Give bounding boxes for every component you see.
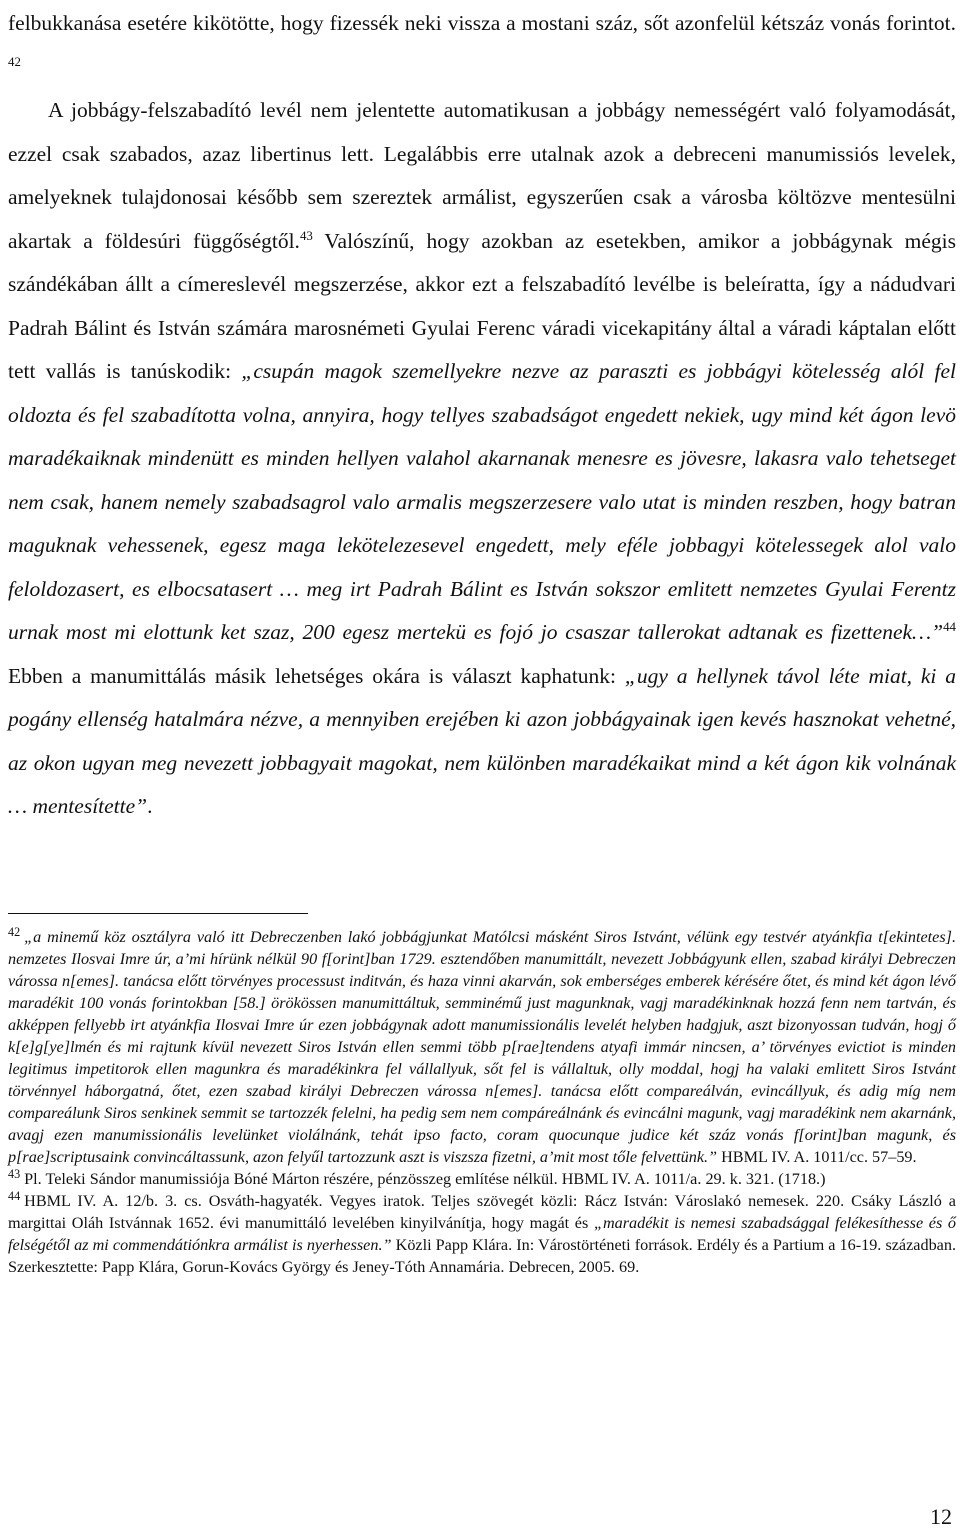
footnote-ref-43[interactable]: 43 [299,228,313,243]
footnote-number: 42 [8,924,21,939]
paragraph-text: Ebben a manumittálás másik lehetséges okára is választ kaphatunk: [8,663,617,688]
paragraph-text: A jobbágy-felszabadító levél nem jelentette automatikusan a jobbágy nemességért való folyamodását, ezzel csak szabados, azaz libertinus lett. Legalábbis erre utalnak azok a debreceni manumissiós levelek, amelyeknek tulajdonosai később sem szereztek armálist, egyszerűen csak a városba költözve mentesülni akartak a földesúri függőségtől. [8,98,956,253]
footnote-42 [8,926,956,1168]
footnotes [8,926,956,1278]
footnote-quotation: „maradékit is nemesi szabadsággal felékesíthesse és ő felségétől az mi commendátiónkra armálist is nyerhessen.” [8,1214,957,1254]
paragraph-1 [8,2,956,89]
footnote-ref-44[interactable]: 44 [943,619,956,634]
footnote-43 [8,1168,956,1190]
footnote-number: 44 [8,1188,21,1203]
footnote-text: HBML IV. A. 12/b. 3. cs. Osváth-hagyaték. Vegyes iratok. Teljes szövegét közli: Rácz István: Városlakó nemesek. 220. Csáky László a margittai Oláh Istvánnak 1652. évi manumittáló levelében kinyilvánítja, hogy magát és [8,1192,956,1232]
page-number: 12 [930,1504,952,1529]
footnote-quotation: „a minemű köz osztályra való itt Debreczenben lakó jobbágjunkat Matólcsi másként Siros Istvánt, vélünk egy testvér atyánkfia t[ekintetes]. nemzetes Ilosvai Imre úr, a’mi hírünk nélkül 90 f[orint]ban 1729. esztendőben manumittált, nevezett Jobbágyunk ellen, szabad királyi Debreczen várossa n[emes]. tanácsa előtt törvényes processust inditván, és haza vinni akarván, sok emberséges emberek kérésére őtet, és mind két ágon lévő maradékit 100 vonás forintokban [58.] örökössen manumittáltuk, semminémű just magunknak, vagj maradékinknak hozzá fenn nem tartván, és akképpen fellyebb irt atyánkfia Ilosvai Imre úr ezen jobbágynak adott manumissionális levelét helyben hadgjuk, aszt bizonyossan tudván, hogj ő k[e]g[ye]lmén és mi rajtunk kívül nevezett Siros István ellen semmi több p[rae]tendens atyafi immár nincsen, a’ törvényes evictiot is minden legitimus impetitorok ellen magunkra és maradékinkra fel vállallyuk, sőt fel is vállaltuk, olly moddal, hogj ha valaki emlitett Siros Istvánt törvénnyel háborgatná, őtet, ezen szabad királyi Debreczen várossa n[emes]. tanácsa előtt compareálván, evincállyuk, és adig míg nem compareálunk Siros senkinek semmit se tartozzék felelni, ha pedig sem nem compáreálnánk és evincálni magunk, vagj maradékink nem akarnánk, avagj ezen manumissionális levelünket violálnánk, tehát ipso facto, coram quocunque judice két száz vonás f[orint]ban magunk, és p[rae]scriptusaink convincáltassunk, azon felyűl tartozzunk aszt is viszsza fizetni, a’mit most tőle felvettünk.” [8,928,956,1166]
paragraph-text: Valószínű, hogy azokban az esetekben, amikor a jobbágynak mégis szándékában állt a címereslevél megszerzése, akkor ezt a felszabadító levélbe is beleíratta, így a nádudvari Padrah Bálint és István számára marosnémeti Gyulai Ferenc váradi vicekapitány által a váradi káptalan előtt tett vallás is tanúskodik: [8,228,957,383]
footnote-text: Közli Papp Klára. In: Várostörténeti források. Erdély és a Partium a 16-19. században. Szerkesztette: Papp Klára, Gorun-Kovács György és Jeney-Tóth Annamária. Debrecen, 2005. 69. [8,1236,956,1276]
footnote-44 [8,1190,956,1278]
paragraph-text: felbukkanása esetére kikötötte, hogy fizessék neki vissza a mostani száz, sőt azonfelül kétszáz vonás forintot. [8,11,956,35]
quotation: „csupán magok szemellyekre nezve az paraszti es jobbágyi kötelesség alól fel oldozta és fel szabadította volna, annyira, hogy tellyes szabadságot engedett nekiek, ugy mind két ágon levö maradékaiknak mindenütt es minden hellyen valahol akarnanak menesre es jövesre, lakasra valo tehetseget nem csak, hanem nemely szabadsagrol valo armalis megszerzesere valo utat is minden reszben, hogy batran maguknak vehessenek, egesz maga lekötelezesevel engedett, mely eféle jobbagyi kötelessegek alol valo feloldozasert, es elbocsatasert … meg irt Padrah Bálint es István sokszor emlitett nemzetes Gyulai Ferentz urnak most mi elottunk ket szaz, 200 egesz mertekü es fojó jo csaszar tallerokat adtanak es fizettenek…” [8,359,956,644]
footnote-ref-42[interactable]: 42 [8,54,21,69]
paragraph-2 [8,89,956,829]
quotation: „ugy a hellynek távol léte miat, ki a pogány ellenség hatalmára nézve, a mennyiben erejében ki azon jobbágyainak igen kevés hasznokat vehetné, az okon ugyan meg nevezett jobbagyait magokat, nem különben maradékaikat mind a két ágon kik volnának … mentesítette” [8,663,956,818]
footnote-text: Pl. Teleki Sándor manumissiója Bóné Márton részére, pénzösszeg említése nélkül. HBML IV. A. 1011/a. 29. k. 321. (1718.) [24,1170,826,1188]
footnote-source: HBML IV. A. 1011/cc. 57–59. [721,1148,917,1166]
main-text [8,2,956,829]
paragraph-text: . [147,794,153,818]
footnote-separator [8,913,308,914]
footnote-number: 43 [8,1166,21,1181]
